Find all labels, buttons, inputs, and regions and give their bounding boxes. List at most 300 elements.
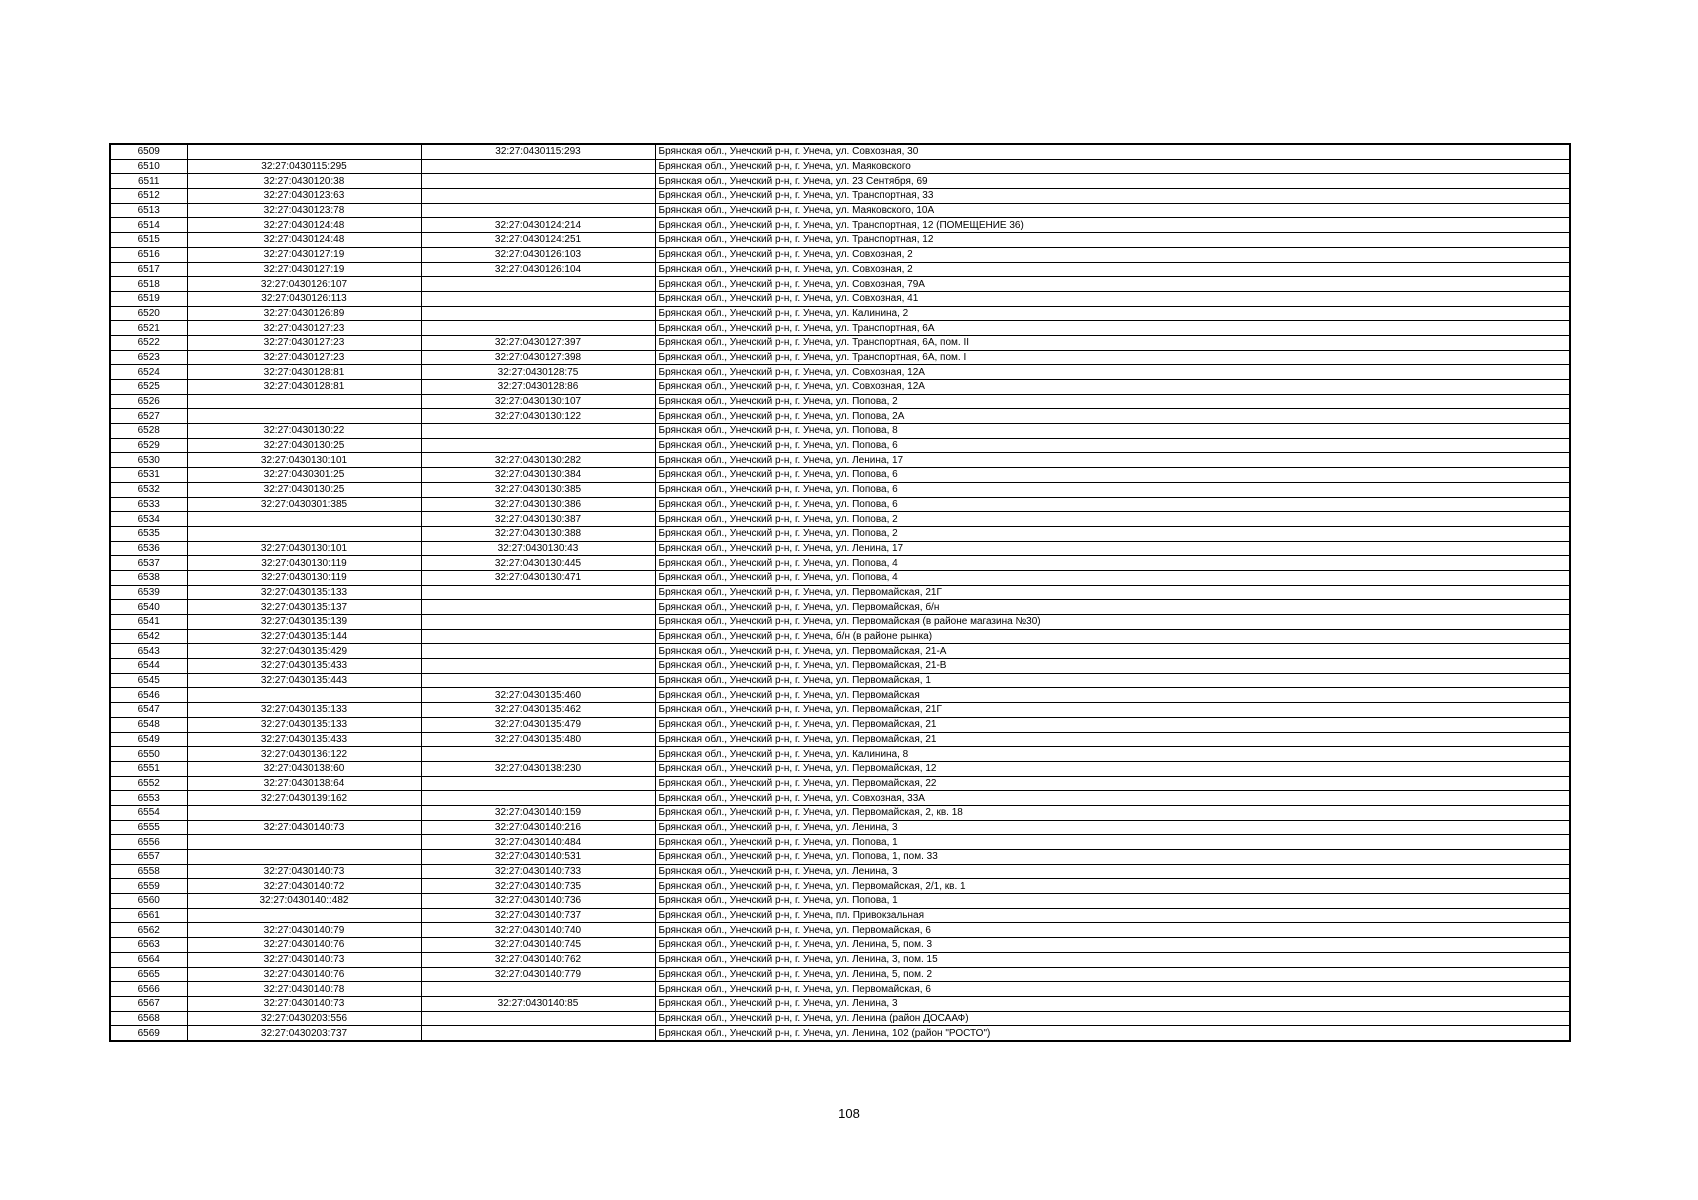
row-number-cell: 6534: [110, 512, 187, 527]
row-number-cell: 6552: [110, 776, 187, 791]
table-row: [110, 262, 1570, 277]
object-cadastral-number-cell: 32:27:0430140:733: [421, 864, 655, 879]
table-row: [110, 335, 1570, 350]
land-cadastral-number-cell: 32:27:0430130:101: [187, 453, 421, 468]
row-number-cell: 6520: [110, 306, 187, 321]
object-cadastral-number-cell: 32:27:0430130:445: [421, 556, 655, 571]
address-cell: Брянская обл., Унечский р-н, г. Унеча, ул. Попова, 6: [655, 482, 1570, 497]
object-cadastral-number-cell: [421, 629, 655, 644]
table-row: [110, 247, 1570, 262]
row-number-cell: 6541: [110, 615, 187, 630]
address-cell: Брянская обл., Унечский р-н, г. Унеча, ул. Совхозная, 79А: [655, 277, 1570, 292]
row-number-cell: 6542: [110, 629, 187, 644]
table-row: [110, 306, 1570, 321]
row-number-cell: 6513: [110, 203, 187, 218]
row-number-cell: 6561: [110, 908, 187, 923]
row-number-cell: 6514: [110, 218, 187, 233]
address-cell: Брянская обл., Унечский р-н, г. Унеча, ул. Попова, 1: [655, 835, 1570, 850]
table-row: [110, 982, 1570, 997]
row-number-cell: 6539: [110, 585, 187, 600]
table-row: [110, 996, 1570, 1011]
row-number-cell: 6547: [110, 703, 187, 718]
table-row: [110, 203, 1570, 218]
address-cell: Брянская обл., Унечский р-н, г. Унеча, ул. Первомайская, 12: [655, 761, 1570, 776]
address-cell: Брянская обл., Унечский р-н, г. Унеча, ул. Первомайская, 21: [655, 732, 1570, 747]
object-cadastral-number-cell: [421, 776, 655, 791]
land-cadastral-number-cell: 32:27:0430135:133: [187, 703, 421, 718]
row-number-cell: 6517: [110, 262, 187, 277]
table-row: [110, 952, 1570, 967]
row-number-cell: 6544: [110, 659, 187, 674]
address-cell: Брянская обл., Унечский р-н, г. Унеча, ул. Первомайская, 22: [655, 776, 1570, 791]
table-row: [110, 482, 1570, 497]
address-cell: Брянская обл., Унечский р-н, г. Унеча, ул. Ленина, 3: [655, 996, 1570, 1011]
object-cadastral-number-cell: [421, 747, 655, 762]
table-row: [110, 747, 1570, 762]
object-cadastral-number-cell: 32:27:0430140:85: [421, 996, 655, 1011]
land-cadastral-number-cell: 32:27:0430135:133: [187, 717, 421, 732]
object-cadastral-number-cell: 32:27:0430126:104: [421, 262, 655, 277]
row-number-cell: 6553: [110, 791, 187, 806]
row-number-cell: 6540: [110, 600, 187, 615]
address-cell: Брянская обл., Унечский р-н, г. Унеча, ул. Ленина (район ДОСААФ): [655, 1011, 1570, 1026]
address-cell: Брянская обл., Унечский р-н, г. Унеча, ул. Совхозная, 2: [655, 262, 1570, 277]
land-cadastral-number-cell: 32:27:0430130:25: [187, 482, 421, 497]
table-row: [110, 1011, 1570, 1026]
object-cadastral-number-cell: [421, 600, 655, 615]
land-cadastral-number-cell: 32:27:0430127:23: [187, 321, 421, 336]
object-cadastral-number-cell: [421, 659, 655, 674]
object-cadastral-number-cell: 32:27:0430130:122: [421, 409, 655, 424]
address-cell: Брянская обл., Унечский р-н, г. Унеча, ул. Первомайская: [655, 688, 1570, 703]
object-cadastral-number-cell: 32:27:0430140:745: [421, 938, 655, 953]
row-number-cell: 6525: [110, 380, 187, 395]
land-cadastral-number-cell: 32:27:0430130:119: [187, 556, 421, 571]
address-cell: Брянская обл., Унечский р-н, г. Унеча, ул. Ленина, 3: [655, 820, 1570, 835]
row-number-cell: 6548: [110, 717, 187, 732]
address-cell: Брянская обл., Унечский р-н, г. Унеча, ул. Ленина, 17: [655, 541, 1570, 556]
registry-table: [109, 143, 1571, 1042]
land-cadastral-number-cell: 32:27:0430301:25: [187, 468, 421, 483]
row-number-cell: 6538: [110, 570, 187, 585]
address-cell: Брянская обл., Унечский р-н, г. Унеча, ул. Калинина, 2: [655, 306, 1570, 321]
object-cadastral-number-cell: 32:27:0430127:398: [421, 350, 655, 365]
table-row: [110, 835, 1570, 850]
row-number-cell: 6522: [110, 335, 187, 350]
object-cadastral-number-cell: 32:27:0430130:384: [421, 468, 655, 483]
table-row: [110, 541, 1570, 556]
object-cadastral-number-cell: [421, 321, 655, 336]
object-cadastral-number-cell: [421, 1026, 655, 1041]
row-number-cell: 6537: [110, 556, 187, 571]
address-cell: Брянская обл., Унечский р-н, г. Унеча, ул. Первомайская, 1: [655, 673, 1570, 688]
object-cadastral-number-cell: 32:27:0430130:471: [421, 570, 655, 585]
table-row: [110, 879, 1570, 894]
address-cell: Брянская обл., Унечский р-н, г. Унеча, ул. Транспортная, 12 (ПОМЕЩЕНИЕ 36): [655, 218, 1570, 233]
address-cell: Брянская обл., Унечский р-н, г. Унеча, ул. Маяковского: [655, 159, 1570, 174]
land-cadastral-number-cell: [187, 526, 421, 541]
table-row: [110, 1026, 1570, 1041]
table-row: [110, 189, 1570, 204]
land-cadastral-number-cell: 32:27:0430140:78: [187, 982, 421, 997]
table-row: [110, 864, 1570, 879]
table-row: [110, 438, 1570, 453]
address-cell: Брянская обл., Унечский р-н, г. Унеча, ул. Первомайская, 21-А: [655, 644, 1570, 659]
object-cadastral-number-cell: 32:27:0430130:387: [421, 512, 655, 527]
address-cell: Брянская обл., Унечский р-н, г. Унеча, ул. Ленина, 5, пом. 2: [655, 967, 1570, 982]
row-number-cell: 6546: [110, 688, 187, 703]
address-cell: Брянская обл., Унечский р-н, г. Унеча, ул. Попова, 6: [655, 497, 1570, 512]
address-cell: Брянская обл., Унечский р-н, г. Унеча, ул. Ленина, 5, пом. 3: [655, 938, 1570, 953]
object-cadastral-number-cell: 32:27:0430140:159: [421, 805, 655, 820]
row-number-cell: 6563: [110, 938, 187, 953]
address-cell: Брянская обл., Унечский р-н, г. Унеча, ул. Транспортная, 6А, пом. I: [655, 350, 1570, 365]
land-cadastral-number-cell: 32:27:0430126:89: [187, 306, 421, 321]
land-cadastral-number-cell: 32:27:0430135:433: [187, 732, 421, 747]
land-cadastral-number-cell: 32:27:0430140:73: [187, 996, 421, 1011]
land-cadastral-number-cell: 32:27:0430203:737: [187, 1026, 421, 1041]
address-cell: Брянская обл., Унечский р-н, г. Унеча, ул. Первомайская, б/н: [655, 600, 1570, 615]
address-cell: Брянская обл., Унечский р-н, г. Унеча, ул. Первомайская, 2, кв. 18: [655, 805, 1570, 820]
object-cadastral-number-cell: 32:27:0430124:251: [421, 233, 655, 248]
object-cadastral-number-cell: 32:27:0430140:216: [421, 820, 655, 835]
address-cell: Брянская обл., Унечский р-н, г. Унеча, ул. Транспортная, 33: [655, 189, 1570, 204]
address-cell: Брянская обл., Унечский р-н, г. Унеча, ул. Попова, 4: [655, 556, 1570, 571]
row-number-cell: 6521: [110, 321, 187, 336]
land-cadastral-number-cell: 32:27:0430140::482: [187, 894, 421, 909]
table-row: [110, 497, 1570, 512]
land-cadastral-number-cell: [187, 144, 421, 159]
object-cadastral-number-cell: [421, 1011, 655, 1026]
address-cell: Брянская обл., Унечский р-н, г. Унеча, ул. Совхозная, 41: [655, 291, 1570, 306]
object-cadastral-number-cell: 32:27:0430130:43: [421, 541, 655, 556]
land-cadastral-number-cell: 32:27:0430127:19: [187, 262, 421, 277]
row-number-cell: 6510: [110, 159, 187, 174]
row-number-cell: 6566: [110, 982, 187, 997]
object-cadastral-number-cell: 32:27:0430130:282: [421, 453, 655, 468]
object-cadastral-number-cell: [421, 644, 655, 659]
table-row: [110, 673, 1570, 688]
address-cell: Брянская обл., Унечский р-н, г. Унеча, ул. Ленина, 3: [655, 864, 1570, 879]
object-cadastral-number-cell: 32:27:0430140:740: [421, 923, 655, 938]
land-cadastral-number-cell: [187, 394, 421, 409]
row-number-cell: 6545: [110, 673, 187, 688]
land-cadastral-number-cell: [187, 908, 421, 923]
address-cell: Брянская обл., Унечский р-н, г. Унеча, ул. Маяковского, 10А: [655, 203, 1570, 218]
row-number-cell: 6556: [110, 835, 187, 850]
row-number-cell: 6523: [110, 350, 187, 365]
address-cell: Брянская обл., Унечский р-н, г. Унеча, ул. Попова, 1, пом. 33: [655, 850, 1570, 865]
table-row: [110, 350, 1570, 365]
land-cadastral-number-cell: 32:27:0430140:73: [187, 952, 421, 967]
address-cell: Брянская обл., Унечский р-н, г. Унеча, б/н (в районе рынка): [655, 629, 1570, 644]
table-row: [110, 805, 1570, 820]
object-cadastral-number-cell: [421, 159, 655, 174]
row-number-cell: 6515: [110, 233, 187, 248]
object-cadastral-number-cell: 32:27:0430115:293: [421, 144, 655, 159]
address-cell: Брянская обл., Унечский р-н, г. Унеча, ул. Попова, 6: [655, 468, 1570, 483]
land-cadastral-number-cell: [187, 805, 421, 820]
table-row: [110, 291, 1570, 306]
object-cadastral-number-cell: 32:27:0430140:735: [421, 879, 655, 894]
row-number-cell: 6527: [110, 409, 187, 424]
table-row: [110, 277, 1570, 292]
object-cadastral-number-cell: [421, 438, 655, 453]
land-cadastral-number-cell: 32:27:0430301:385: [187, 497, 421, 512]
land-cadastral-number-cell: 32:27:0430127:23: [187, 350, 421, 365]
object-cadastral-number-cell: [421, 982, 655, 997]
page-number: 108: [838, 1106, 860, 1121]
land-cadastral-number-cell: 32:27:0430135:137: [187, 600, 421, 615]
address-cell: Брянская обл., Унечский р-н, г. Унеча, ул. Ленина, 102 (район "РОСТО"): [655, 1026, 1570, 1041]
address-cell: Брянская обл., Унечский р-н, г. Унеча, ул. Первомайская, 21: [655, 717, 1570, 732]
address-cell: Брянская обл., Унечский р-н, г. Унеча, ул. Совхозная, 2: [655, 247, 1570, 262]
address-cell: Брянская обл., Унечский р-н, г. Унеча, ул. Транспортная, 12: [655, 233, 1570, 248]
object-cadastral-number-cell: 32:27:0430140:762: [421, 952, 655, 967]
land-cadastral-number-cell: [187, 835, 421, 850]
row-number-cell: 6531: [110, 468, 187, 483]
object-cadastral-number-cell: 32:27:0430138:230: [421, 761, 655, 776]
land-cadastral-number-cell: 32:27:0430140:73: [187, 820, 421, 835]
land-cadastral-number-cell: 32:27:0430130:22: [187, 424, 421, 439]
table-row: [110, 468, 1570, 483]
address-cell: Брянская обл., Унечский р-н, г. Унеча, ул. Совхозная, 33А: [655, 791, 1570, 806]
land-cadastral-number-cell: 32:27:0430130:25: [187, 438, 421, 453]
land-cadastral-number-cell: 32:27:0430124:48: [187, 233, 421, 248]
land-cadastral-number-cell: 32:27:0430128:81: [187, 365, 421, 380]
table-row: [110, 512, 1570, 527]
land-cadastral-number-cell: 32:27:0430120:38: [187, 174, 421, 189]
table-row: [110, 424, 1570, 439]
land-cadastral-number-cell: 32:27:0430124:48: [187, 218, 421, 233]
table-row: [110, 159, 1570, 174]
object-cadastral-number-cell: 32:27:0430130:385: [421, 482, 655, 497]
address-cell: Брянская обл., Унечский р-н, г. Унеча, ул. Первомайская, 6: [655, 923, 1570, 938]
row-number-cell: 6554: [110, 805, 187, 820]
address-cell: Брянская обл., Унечский р-н, г. Унеча, ул. Первомайская, 2/1, кв. 1: [655, 879, 1570, 894]
row-number-cell: 6533: [110, 497, 187, 512]
address-cell: Брянская обл., Унечский р-н, г. Унеча, ул. Попова, 6: [655, 438, 1570, 453]
object-cadastral-number-cell: 32:27:0430135:479: [421, 717, 655, 732]
registry-table-body: [110, 144, 1570, 1041]
land-cadastral-number-cell: 32:27:0430115:295: [187, 159, 421, 174]
land-cadastral-number-cell: 32:27:0430126:107: [187, 277, 421, 292]
row-number-cell: 6558: [110, 864, 187, 879]
table-row: [110, 600, 1570, 615]
row-number-cell: 6565: [110, 967, 187, 982]
address-cell: Брянская обл., Унечский р-н, г. Унеча, ул. Попова, 2: [655, 526, 1570, 541]
object-cadastral-number-cell: [421, 306, 655, 321]
address-cell: Брянская обл., Унечский р-н, г. Унеча, ул. Совхозная, 30: [655, 144, 1570, 159]
land-cadastral-number-cell: [187, 512, 421, 527]
land-cadastral-number-cell: 32:27:0430135:139: [187, 615, 421, 630]
table-row: [110, 365, 1570, 380]
object-cadastral-number-cell: 32:27:0430140:737: [421, 908, 655, 923]
object-cadastral-number-cell: 32:27:0430135:462: [421, 703, 655, 718]
land-cadastral-number-cell: [187, 850, 421, 865]
table-row: [110, 453, 1570, 468]
object-cadastral-number-cell: 32:27:0430140:531: [421, 850, 655, 865]
object-cadastral-number-cell: 32:27:0430127:397: [421, 335, 655, 350]
address-cell: Брянская обл., Унечский р-н, г. Унеча, пл. Привокзальная: [655, 908, 1570, 923]
address-cell: Брянская обл., Унечский р-н, г. Унеча, ул. Попова, 1: [655, 894, 1570, 909]
land-cadastral-number-cell: 32:27:0430140:76: [187, 967, 421, 982]
land-cadastral-number-cell: 32:27:0430136:122: [187, 747, 421, 762]
table-row: [110, 644, 1570, 659]
land-cadastral-number-cell: 32:27:0430203:556: [187, 1011, 421, 1026]
table-row: [110, 526, 1570, 541]
row-number-cell: 6535: [110, 526, 187, 541]
land-cadastral-number-cell: 32:27:0430140:73: [187, 864, 421, 879]
address-cell: Брянская обл., Унечский р-н, г. Унеча, ул. Первомайская (в районе магазина №30): [655, 615, 1570, 630]
table-row: [110, 850, 1570, 865]
table-row: [110, 570, 1570, 585]
table-row: [110, 732, 1570, 747]
table-row: [110, 761, 1570, 776]
object-cadastral-number-cell: 32:27:0430130:388: [421, 526, 655, 541]
table-row: [110, 659, 1570, 674]
land-cadastral-number-cell: 32:27:0430138:64: [187, 776, 421, 791]
table-row: [110, 967, 1570, 982]
row-number-cell: 6518: [110, 277, 187, 292]
land-cadastral-number-cell: 32:27:0430140:72: [187, 879, 421, 894]
table-row: [110, 894, 1570, 909]
table-row: [110, 556, 1570, 571]
object-cadastral-number-cell: [421, 424, 655, 439]
object-cadastral-number-cell: 32:27:0430140:779: [421, 967, 655, 982]
object-cadastral-number-cell: 32:27:0430126:103: [421, 247, 655, 262]
address-cell: Брянская обл., Унечский р-н, г. Унеча, ул. 23 Сентября, 69: [655, 174, 1570, 189]
address-cell: Брянская обл., Унечский р-н, г. Унеча, ул. Ленина, 3, пом. 15: [655, 952, 1570, 967]
row-number-cell: 6549: [110, 732, 187, 747]
table-row: [110, 585, 1570, 600]
row-number-cell: 6564: [110, 952, 187, 967]
object-cadastral-number-cell: 32:27:0430124:214: [421, 218, 655, 233]
row-number-cell: 6511: [110, 174, 187, 189]
row-number-cell: 6568: [110, 1011, 187, 1026]
row-number-cell: 6543: [110, 644, 187, 659]
row-number-cell: 6528: [110, 424, 187, 439]
object-cadastral-number-cell: [421, 203, 655, 218]
object-cadastral-number-cell: [421, 791, 655, 806]
land-cadastral-number-cell: 32:27:0430140:79: [187, 923, 421, 938]
table-row: [110, 923, 1570, 938]
row-number-cell: 6524: [110, 365, 187, 380]
object-cadastral-number-cell: [421, 615, 655, 630]
land-cadastral-number-cell: 32:27:0430127:19: [187, 247, 421, 262]
object-cadastral-number-cell: 32:27:0430140:484: [421, 835, 655, 850]
row-number-cell: 6512: [110, 189, 187, 204]
address-cell: Брянская обл., Унечский р-н, г. Унеча, ул. Первомайская, 21-В: [655, 659, 1570, 674]
land-cadastral-number-cell: 32:27:0430128:81: [187, 380, 421, 395]
land-cadastral-number-cell: 32:27:0430130:119: [187, 570, 421, 585]
row-number-cell: 6551: [110, 761, 187, 776]
address-cell: Брянская обл., Унечский р-н, г. Унеча, ул. Попова, 4: [655, 570, 1570, 585]
object-cadastral-number-cell: [421, 277, 655, 292]
table-row: [110, 615, 1570, 630]
address-cell: Брянская обл., Унечский р-н, г. Унеча, ул. Совхозная, 12А: [655, 380, 1570, 395]
table-row: [110, 688, 1570, 703]
land-cadastral-number-cell: 32:27:0430135:433: [187, 659, 421, 674]
table-row: [110, 791, 1570, 806]
object-cadastral-number-cell: 32:27:0430128:86: [421, 380, 655, 395]
land-cadastral-number-cell: 32:27:0430123:78: [187, 203, 421, 218]
land-cadastral-number-cell: 32:27:0430126:113: [187, 291, 421, 306]
table-row: [110, 380, 1570, 395]
row-number-cell: 6550: [110, 747, 187, 762]
row-number-cell: 6516: [110, 247, 187, 262]
object-cadastral-number-cell: 32:27:0430128:75: [421, 365, 655, 380]
table-row: [110, 321, 1570, 336]
row-number-cell: 6557: [110, 850, 187, 865]
land-cadastral-number-cell: 32:27:0430123:63: [187, 189, 421, 204]
address-cell: Брянская обл., Унечский р-н, г. Унеча, ул. Транспортная, 6А, пом. II: [655, 335, 1570, 350]
object-cadastral-number-cell: [421, 673, 655, 688]
address-cell: Брянская обл., Унечский р-н, г. Унеча, ул. Совхозная, 12А: [655, 365, 1570, 380]
address-cell: Брянская обл., Унечский р-н, г. Унеча, ул. Первомайская, 21Г: [655, 703, 1570, 718]
table-row: [110, 820, 1570, 835]
row-number-cell: 6530: [110, 453, 187, 468]
table-row: [110, 703, 1570, 718]
row-number-cell: 6532: [110, 482, 187, 497]
table-row: [110, 174, 1570, 189]
row-number-cell: 6569: [110, 1026, 187, 1041]
row-number-cell: 6560: [110, 894, 187, 909]
row-number-cell: 6559: [110, 879, 187, 894]
table-row: [110, 938, 1570, 953]
table-row: [110, 409, 1570, 424]
object-cadastral-number-cell: [421, 291, 655, 306]
land-cadastral-number-cell: [187, 688, 421, 703]
address-cell: Брянская обл., Унечский р-н, г. Унеча, ул. Попова, 2А: [655, 409, 1570, 424]
land-cadastral-number-cell: 32:27:0430135:144: [187, 629, 421, 644]
row-number-cell: 6519: [110, 291, 187, 306]
table-row: [110, 629, 1570, 644]
land-cadastral-number-cell: 32:27:0430127:23: [187, 335, 421, 350]
address-cell: Брянская обл., Унечский р-н, г. Унеча, ул. Первомайская, 6: [655, 982, 1570, 997]
address-cell: Брянская обл., Унечский р-н, г. Унеча, ул. Ленина, 17: [655, 453, 1570, 468]
address-cell: Брянская обл., Унечский р-н, г. Унеча, ул. Попова, 8: [655, 424, 1570, 439]
object-cadastral-number-cell: 32:27:0430135:460: [421, 688, 655, 703]
row-number-cell: 6526: [110, 394, 187, 409]
table-row: [110, 233, 1570, 248]
land-cadastral-number-cell: 32:27:0430135:443: [187, 673, 421, 688]
row-number-cell: 6509: [110, 144, 187, 159]
row-number-cell: 6567: [110, 996, 187, 1011]
object-cadastral-number-cell: 32:27:0430140:736: [421, 894, 655, 909]
land-cadastral-number-cell: 32:27:0430130:101: [187, 541, 421, 556]
object-cadastral-number-cell: 32:27:0430130:107: [421, 394, 655, 409]
land-cadastral-number-cell: 32:27:0430135:429: [187, 644, 421, 659]
row-number-cell: 6529: [110, 438, 187, 453]
table-row: [110, 218, 1570, 233]
address-cell: Брянская обл., Унечский р-н, г. Унеча, ул. Первомайская, 21Г: [655, 585, 1570, 600]
object-cadastral-number-cell: 32:27:0430135:480: [421, 732, 655, 747]
table-row: [110, 908, 1570, 923]
object-cadastral-number-cell: [421, 189, 655, 204]
land-cadastral-number-cell: [187, 409, 421, 424]
table-row: [110, 144, 1570, 159]
address-cell: Брянская обл., Унечский р-н, г. Унеча, ул. Попова, 2: [655, 512, 1570, 527]
table-row: [110, 394, 1570, 409]
land-cadastral-number-cell: 32:27:0430135:133: [187, 585, 421, 600]
address-cell: Брянская обл., Унечский р-н, г. Унеча, ул. Транспортная, 6А: [655, 321, 1570, 336]
land-cadastral-number-cell: 32:27:0430139:162: [187, 791, 421, 806]
object-cadastral-number-cell: [421, 174, 655, 189]
row-number-cell: 6536: [110, 541, 187, 556]
land-cadastral-number-cell: 32:27:0430138:60: [187, 761, 421, 776]
address-cell: Брянская обл., Унечский р-н, г. Унеча, ул. Попова, 2: [655, 394, 1570, 409]
